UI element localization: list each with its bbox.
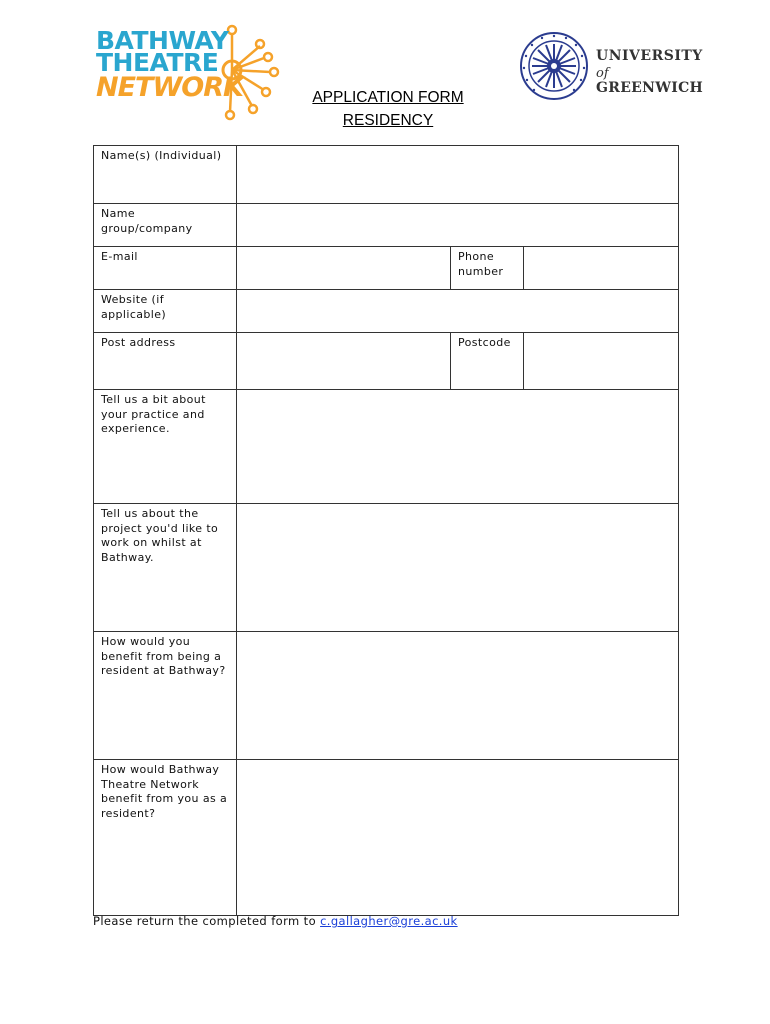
email-label: E-mail [94, 247, 237, 290]
network-label: How would Bathway Theatre Network benefit from you as a resident? [94, 760, 237, 916]
website-row [94, 290, 679, 333]
form-title: APPLICATION FORM [312, 89, 464, 106]
return-text: Please return the completed form to [93, 914, 321, 928]
group-label: Name group/company [94, 204, 237, 247]
names-row [94, 146, 679, 204]
application-form-table [93, 145, 679, 916]
university-seal-icon [520, 24, 592, 108]
project-label: Tell us about the project you'd like to work on whilst at Bathway. [94, 504, 237, 632]
website-input[interactable] [237, 290, 679, 333]
logo-text-theatre: THEATRE [96, 48, 219, 77]
greenwich-logo [520, 24, 704, 108]
address-label: Post address [94, 333, 237, 390]
bathway-logo [92, 22, 282, 122]
logo-text-greenwich: GREENWICH [596, 80, 704, 96]
group-row [94, 204, 679, 247]
website-label: Website (if applicable) [94, 290, 237, 333]
practice-row [94, 390, 679, 504]
address-row [94, 333, 679, 390]
practice-input[interactable] [237, 390, 679, 504]
benefit-row [94, 632, 679, 760]
network-input[interactable] [237, 760, 679, 916]
logo-text-university: UNIVERSITY [596, 48, 703, 64]
benefit-label: How would you benefit from being a resident at Bathway? [94, 632, 237, 760]
logo-text-of: of [596, 66, 609, 81]
phone-input[interactable] [524, 247, 679, 290]
phone-label: Phone number [451, 247, 524, 290]
group-input[interactable] [237, 204, 679, 247]
practice-label: Tell us a bit about your practice and experience. [94, 390, 237, 504]
email-input[interactable] [237, 247, 451, 290]
postcode-input[interactable] [524, 333, 679, 390]
address-input[interactable] [237, 333, 451, 390]
postcode-label: Postcode [451, 333, 524, 390]
contact-email-link[interactable]: c.gallagher@gre.ac.uk [320, 914, 458, 928]
names-input[interactable] [237, 146, 679, 204]
logo-text-network: NETWORK [96, 72, 243, 103]
project-row [94, 504, 679, 632]
project-input[interactable] [237, 504, 679, 632]
benefit-input[interactable] [237, 632, 679, 760]
names-label: Name(s) (Individual) [94, 146, 237, 204]
logo-text-bathway: BATHWAY [96, 26, 229, 55]
return-instructions [93, 914, 458, 928]
email-row [94, 247, 679, 290]
form-subtitle: RESIDENCY [342, 112, 434, 129]
network-row [94, 760, 679, 916]
